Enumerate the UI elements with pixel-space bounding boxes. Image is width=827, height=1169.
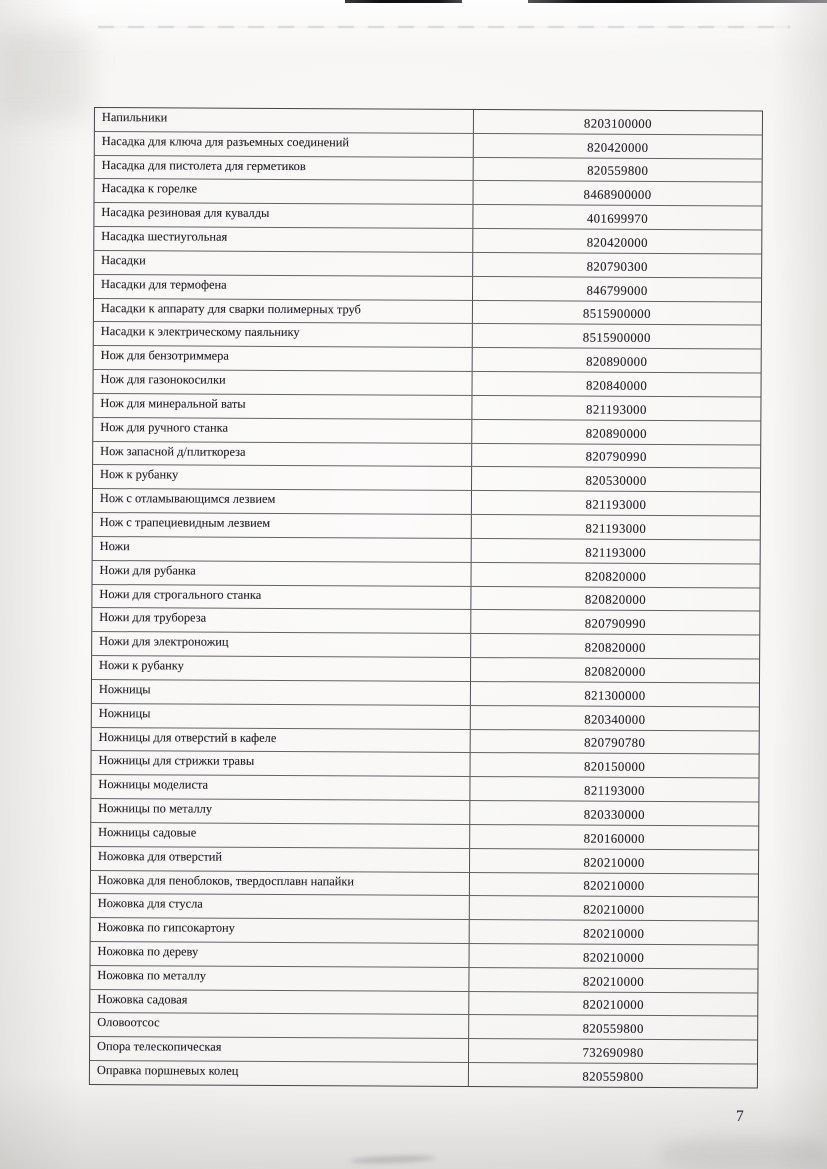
table-row xyxy=(90,966,757,993)
table-row xyxy=(92,656,759,683)
table-row xyxy=(92,704,759,731)
table-row xyxy=(90,1061,757,1087)
hs-code-cell: 820559800 xyxy=(582,1021,644,1037)
item-name-cell: Насадка для ключа для разъемных соединений xyxy=(95,132,474,157)
scanner-edge-artifact xyxy=(528,0,827,3)
table-row xyxy=(90,1013,757,1040)
tool-code-table-body xyxy=(90,108,762,1087)
table-row xyxy=(94,299,761,326)
hs-code-cell: 820420000 xyxy=(586,235,648,250)
table-row xyxy=(94,203,761,230)
table-row xyxy=(95,132,762,159)
item-name-cell: Нож с трапециевидным лезвием xyxy=(93,513,472,538)
item-name-cell: Ножницы садовые xyxy=(91,823,470,848)
item-name-cell: Ножовка для стусла xyxy=(91,894,470,919)
scan-smudge xyxy=(660,1138,827,1169)
scan-corner-shadow xyxy=(0,30,90,120)
hs-code-cell: 732690980 xyxy=(582,1045,644,1061)
item-name-cell: Ножи к рубанку xyxy=(92,656,471,681)
scan-smudge xyxy=(350,1155,435,1165)
hs-code-cell: 8515900000 xyxy=(582,307,651,322)
scan-streak-artifact xyxy=(98,26,790,28)
table-row xyxy=(91,894,758,921)
item-name-cell: Насадки к электрическому паяльнику xyxy=(94,322,473,347)
table-row xyxy=(94,346,761,373)
hs-code-cell: 820210000 xyxy=(583,902,645,918)
item-name-cell: Насадки xyxy=(94,251,473,276)
item-name-cell: Ножницы для отверстий в кафеле xyxy=(92,728,471,753)
hs-code-cell: 820160000 xyxy=(583,831,645,846)
table-row xyxy=(94,179,761,206)
table-row xyxy=(94,275,761,302)
hs-code-cell: 820210000 xyxy=(583,926,645,941)
item-name-cell: Ножницы xyxy=(92,680,471,705)
item-name-cell: Насадка к горелке xyxy=(95,179,474,204)
item-name-cell: Ножницы для стрижки травы xyxy=(92,751,471,776)
table-row xyxy=(93,442,760,469)
table-row xyxy=(95,108,762,135)
hs-code-cell: 821193000 xyxy=(586,402,647,417)
item-name-cell: Напильники xyxy=(95,108,474,133)
item-name-cell: Ножи для строгального станка xyxy=(92,585,471,610)
table-row xyxy=(91,799,758,826)
table-row xyxy=(91,918,758,945)
item-name-cell: Ножовка для пеноблоков, твердосплавн напайки xyxy=(91,871,470,896)
tool-code-table xyxy=(89,107,763,1089)
hs-code-cell: 8203100000 xyxy=(583,116,652,131)
item-name-cell: Насадки к аппарату для сварки полимерных труб xyxy=(94,299,473,324)
item-name-cell: Опора телескопическая xyxy=(90,1037,469,1062)
hs-code-cell: 821193000 xyxy=(585,497,647,512)
hs-code-cell: 8515900000 xyxy=(582,330,651,346)
item-name-cell: Насадка резиновая для кувалды xyxy=(94,203,473,228)
hs-code-cell: 820890000 xyxy=(586,354,648,370)
hs-code-cell: 820559800 xyxy=(582,1069,644,1084)
hs-code-cell: 820330000 xyxy=(583,807,645,822)
item-name-cell: Ножовка садовая xyxy=(90,990,469,1015)
item-name-cell: Нож запасной д/плиткореза xyxy=(93,442,472,467)
item-name-cell: Нож с отламывающимся лезвием xyxy=(93,489,472,514)
table-row xyxy=(93,513,760,540)
table-row xyxy=(91,823,758,850)
hs-code-cell: 820559800 xyxy=(587,164,649,179)
table-row xyxy=(93,370,760,397)
hs-code-cell: 820340000 xyxy=(584,712,646,727)
hs-code-cell: 8468900000 xyxy=(583,187,652,203)
table-row xyxy=(91,847,758,874)
hs-code-cell: 821193000 xyxy=(584,783,645,798)
scanner-edge-artifact xyxy=(345,0,462,3)
item-name-cell: Оправка поршневых колец xyxy=(90,1061,469,1086)
item-name-cell: Нож для ручного станка xyxy=(93,418,472,443)
table-row xyxy=(92,608,759,635)
item-name-cell: Ножовка для отверстий xyxy=(91,847,470,872)
hs-code-cell: 820420000 xyxy=(587,140,649,155)
item-name-cell: Ножницы по металлу xyxy=(91,799,470,824)
table-row xyxy=(93,465,760,492)
table-row xyxy=(92,728,759,755)
item-name-cell: Нож к рубанку xyxy=(93,465,472,490)
hs-code-cell: 401699970 xyxy=(586,211,649,227)
item-name-cell: Нож для газонокосилки xyxy=(94,370,473,395)
hs-code-cell: 820150000 xyxy=(583,759,646,775)
table-row xyxy=(90,990,757,1017)
hs-code-cell: 820530000 xyxy=(585,473,647,489)
hs-code-cell: 821193000 xyxy=(585,545,647,560)
item-name-cell: Ножи для трубореза xyxy=(92,608,471,633)
hs-code-cell: 820820000 xyxy=(584,664,646,679)
hs-code-cell: 820840000 xyxy=(585,378,648,393)
table-row xyxy=(92,680,759,707)
table-row xyxy=(94,322,761,349)
hs-code-cell: 820790990 xyxy=(584,616,646,632)
table-row xyxy=(92,561,759,588)
table-row xyxy=(93,537,760,564)
table-row xyxy=(94,227,761,254)
hs-code-cell: 820890000 xyxy=(585,426,647,441)
table-row xyxy=(93,394,760,421)
item-name-cell: Ножи для электроножиц xyxy=(92,632,471,657)
table-row xyxy=(92,751,759,778)
hs-code-cell: 820820000 xyxy=(584,569,647,584)
item-name-cell: Нож для минеральной ваты xyxy=(93,394,472,419)
table-row xyxy=(90,1037,757,1064)
table-row xyxy=(94,251,761,278)
table-row xyxy=(92,632,759,659)
table-row xyxy=(92,585,759,612)
item-name-cell: Ножницы xyxy=(92,704,471,729)
hs-code-cell: 820790780 xyxy=(584,735,646,751)
item-name-cell: Ножовка по гипсокартону xyxy=(91,918,470,943)
table-row xyxy=(91,942,758,969)
hs-code-cell: 821193000 xyxy=(585,521,647,536)
item-name-cell: Насадка шестиугольная xyxy=(94,227,473,252)
item-name-cell: Ножницы моделиста xyxy=(91,775,470,800)
table-row xyxy=(91,775,758,802)
table-row xyxy=(95,156,762,183)
item-name-cell: Оловоотсос xyxy=(90,1013,469,1038)
hs-code-cell: 820210000 xyxy=(582,950,645,965)
hs-code-cell: 820790300 xyxy=(586,259,648,274)
item-name-cell: Ножи xyxy=(93,537,472,562)
item-name-cell: Ножовка по дереву xyxy=(91,942,470,967)
hs-code-cell: 820210000 xyxy=(582,998,644,1013)
item-name-cell: Насадки для термофена xyxy=(94,275,473,300)
hs-code-cell: 820210000 xyxy=(583,878,645,894)
table-row xyxy=(93,489,760,516)
item-name-cell: Нож для бензотриммера xyxy=(94,346,473,371)
page-number: 7 xyxy=(736,1108,744,1125)
table-row xyxy=(91,871,758,898)
hs-code-cell: 820210000 xyxy=(582,974,645,989)
hs-code-cell: 821300000 xyxy=(584,688,646,703)
hs-code-cell: 820210000 xyxy=(583,855,645,870)
hs-code-cell: 820790990 xyxy=(585,450,647,465)
item-name-cell: Насадка для пистолета для герметиков xyxy=(95,156,474,181)
table-row xyxy=(93,418,760,445)
hs-code-cell: 820820000 xyxy=(584,640,646,655)
hs-code-cell: 846799000 xyxy=(586,283,648,298)
item-name-cell: Ножи для рубанка xyxy=(93,561,472,586)
item-name-cell: Ножовка по металлу xyxy=(90,966,469,991)
hs-code-cell: 820820000 xyxy=(584,592,647,608)
